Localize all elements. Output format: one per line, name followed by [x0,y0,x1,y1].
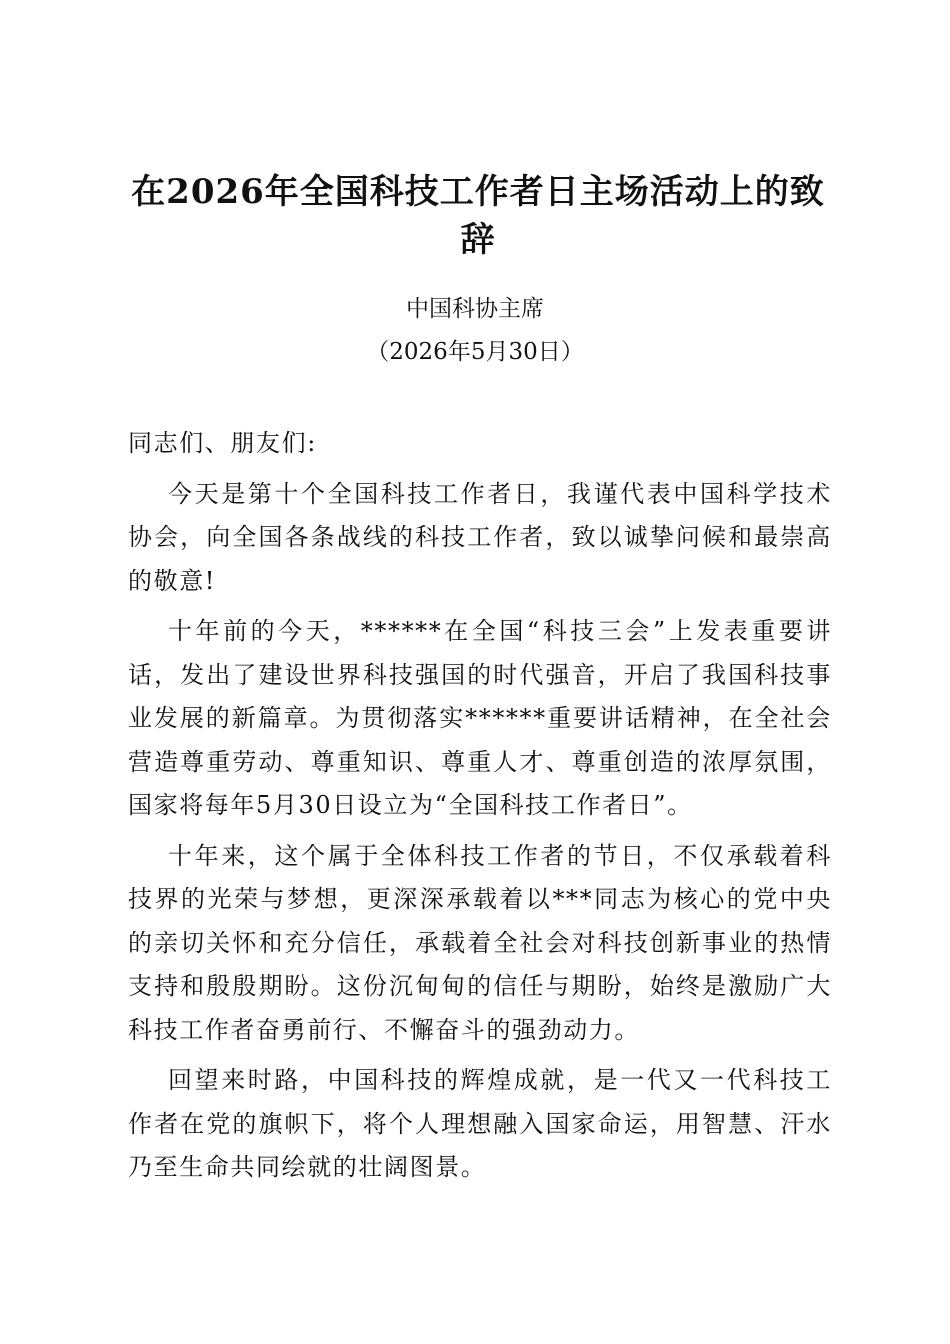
paragraph-4: 回望来时路，中国科技的辉煌成就，是一代又一代科技工作者在党的旗帜下，将个人理想融入国家命运，用智慧、汗水乃至生命共同绘就的壮阔图景。 [128,1066,832,1181]
document-title: 在2026年全国科技工作者日主场活动上的致辞 [131,172,825,260]
speech-date: （2026年5月30日） [366,339,584,365]
paragraph-3: 十年来，这个属于全体科技工作者的节日，不仅承载着科技界的光荣与梦想，更深深承载着以***同志为核心的党中央的亲切关怀和充分信任，承载着全社会对科技创新事业的热情支持和殷殷期盼。这份沉甸甸的信任与期盼，始终是激励广大科技工作者奋勇前行、不懈奋斗的强劲动力。 [128,841,832,1044]
paragraph-2: 十年前的今天，******在全国“科技三会”上发表重要讲话，发出了建设世界科技强国的时代强音，开启了我国科技事业发展的新篇章。为贯彻落实******重要讲话精神，在全社会营造尊重劳动、尊重知识、尊重人才、尊重创造的浓厚氛围，国家将每年5月30日设立为“全国科技工作者日”。 [128,617,832,819]
speaker-title: 中国科协主席 [406,296,544,322]
paragraph-1: 今天是第十个全国科技工作者日，我谨代表中国科学技术协会，向全国各条战线的科技工作者，致以诚挚问候和最崇高的敬意! [128,479,832,595]
speech-body [128,422,832,1197]
salutation: 同志们、朋友们: [128,429,317,457]
